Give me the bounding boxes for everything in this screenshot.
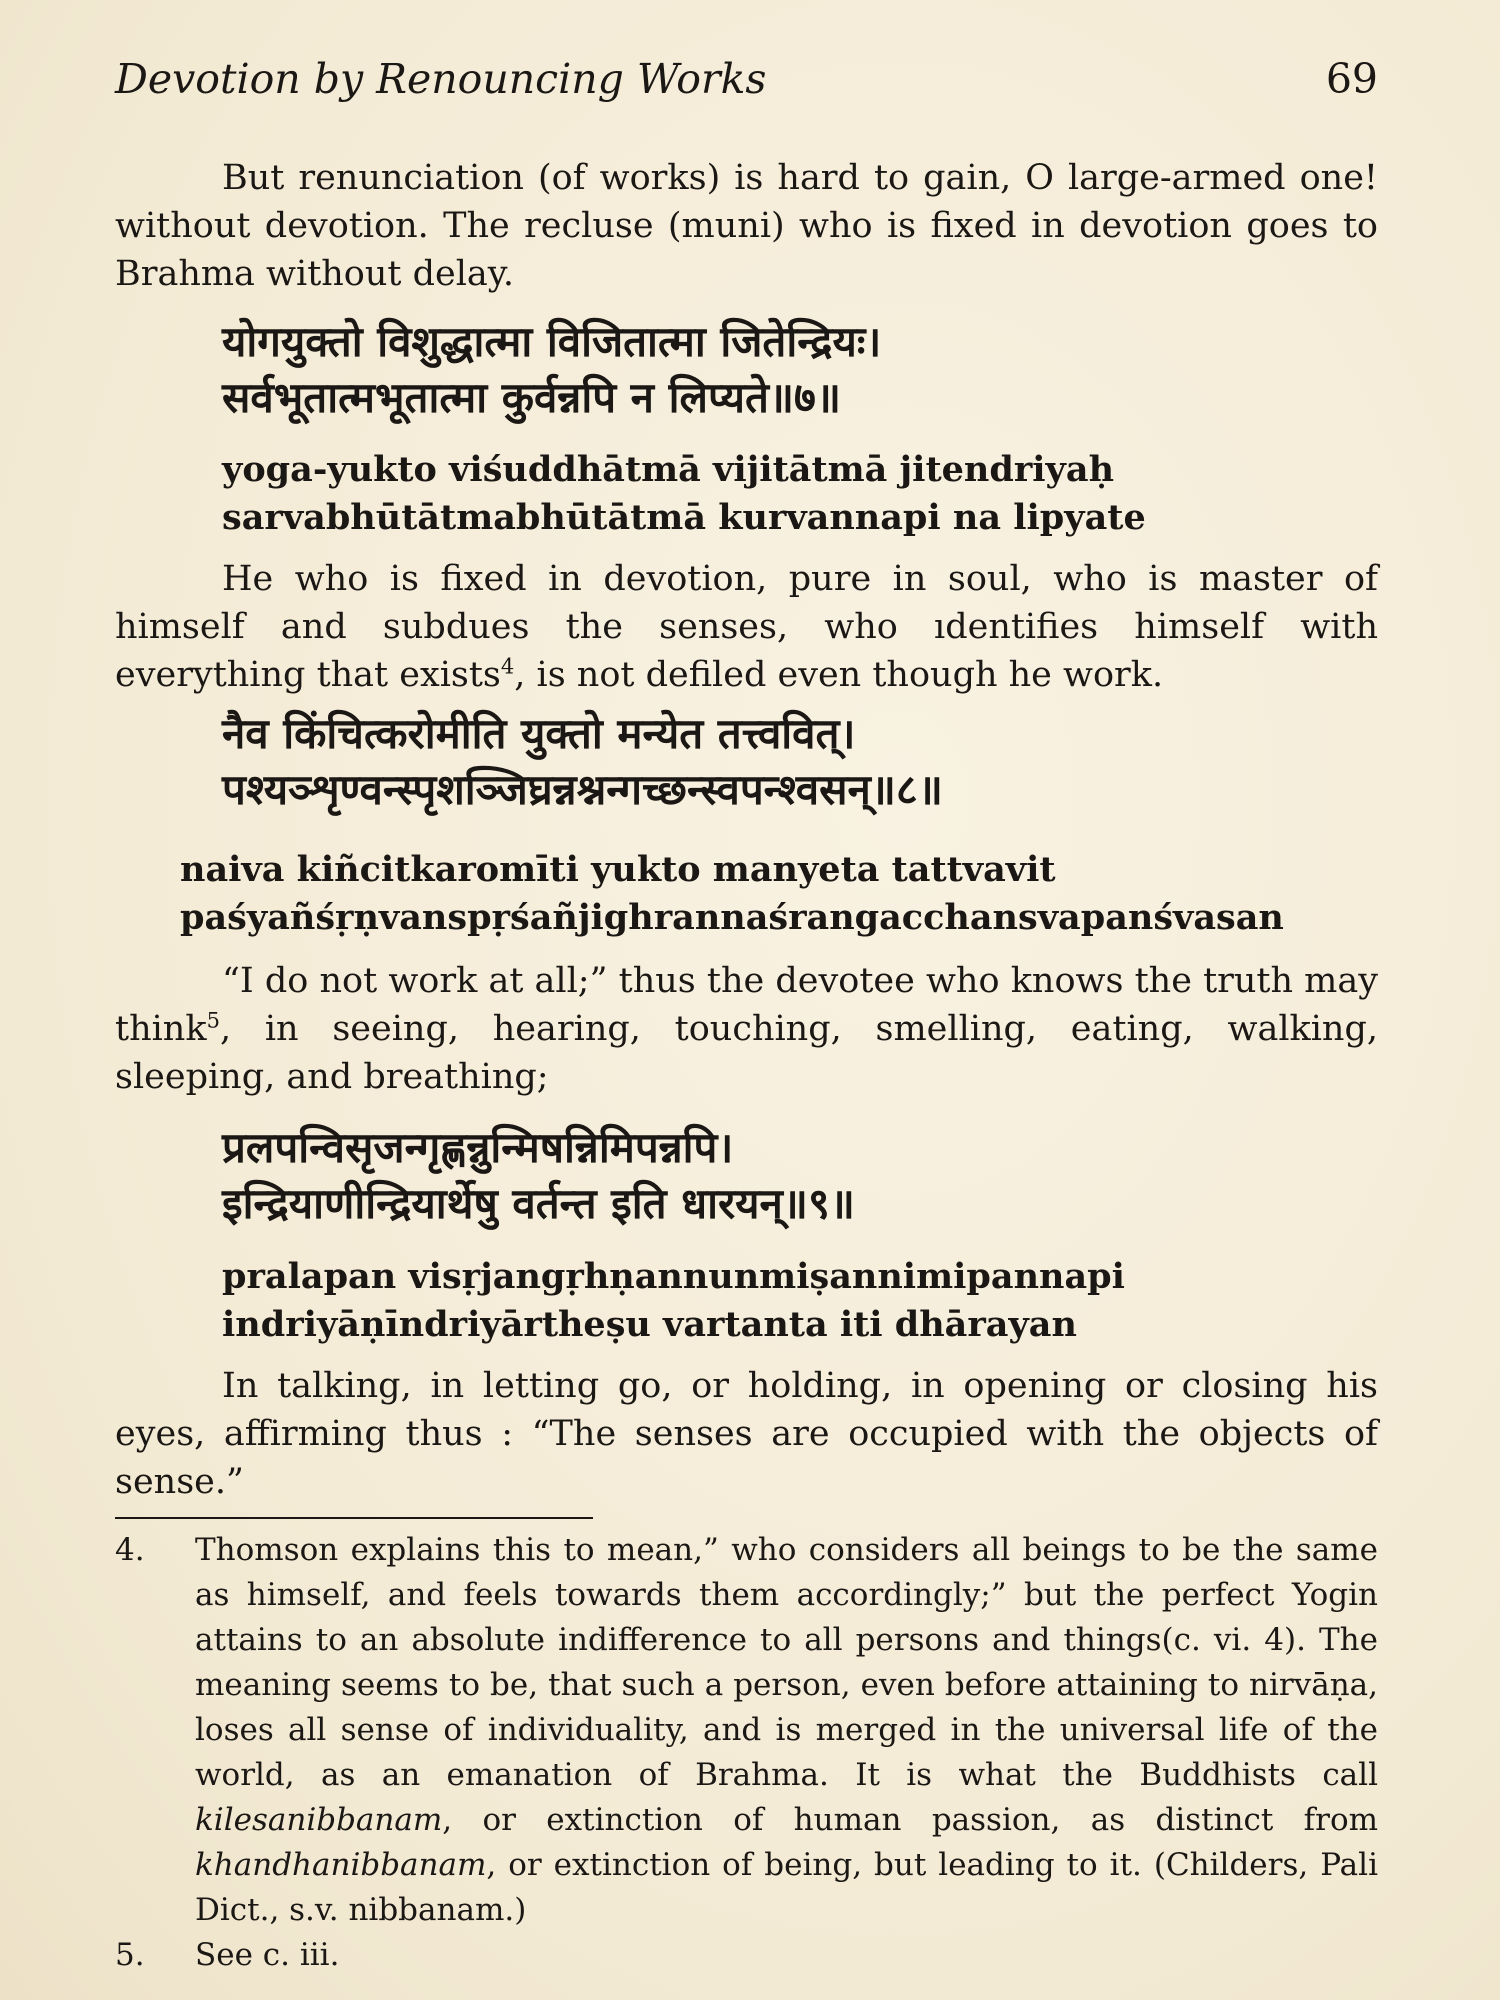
verse-9-devanagari-line-2: इन्द्रियाणीन्द्रियार्थेषु वर्तन्त इति धारयन्॥९॥ [222, 1179, 855, 1228]
paragraph-4 [115, 1362, 1378, 1506]
footnote-divider [115, 1517, 593, 1519]
verse-9-translit-line-2: indriyāṇīndriyārtheṣu vartanta iti dhārayan [222, 1304, 1077, 1345]
verse-7-transliteration [222, 446, 1485, 542]
footnote-4-text [195, 1528, 1378, 1933]
paragraph-3-text [115, 957, 1378, 1101]
verse-8-devanagari-line-1: नैव किंचित्करोमीति युक्तो मन्येत तत्त्ववित्। [222, 709, 856, 758]
paragraph-3-main: “I do not work at all;” thus the devotee who knows the truth may think [115, 961, 1378, 1049]
footnote-4-text-3: , or extinction of being, but leading to it. (Childers, Pali Dict., s.v. nibbanam.) [195, 1847, 1378, 1928]
footnote-4-term-1: kilesanibbanam [195, 1802, 443, 1838]
paragraph-3 [115, 957, 1378, 1101]
chapter-title: Devotion by Renouncing Works [115, 55, 767, 103]
verse-7-translit-line-1: yoga-yukto viśuddhātmā vijitātmā jitendriyaḥ [222, 449, 1115, 490]
verse-8-devanagari-line-2: पश्यञ्शृण्वन्स्पृशञ्जिघ्रन्नश्नन्गच्छन्स्वपन्श्वसन्॥८॥ [222, 765, 943, 814]
paragraph-1-text: But renunciation (of works) is hard to gain, O large-armed one! without devotion. The recluse (muni) who is fixed in devotion goes to Brahma without delay. [115, 158, 1378, 294]
verse-8-transliteration [180, 846, 1443, 942]
footnote-4-number: 4. [115, 1532, 145, 1568]
footnote-5-number: 5. [115, 1937, 145, 1973]
paragraph-1 [115, 154, 1378, 298]
verse-7-devanagari [222, 314, 1485, 426]
footnote-5 [115, 1933, 1378, 1978]
verse-8-translit-line-1: naiva kiñcitkaromīti yukto manyeta tattvavit [180, 849, 1056, 890]
paragraph-2 [115, 555, 1378, 699]
verse-8-translit-line-2: paśyañśṛṇvanspṛśañjighrannaśrangacchansvapanśvasan [180, 897, 1284, 938]
paragraph-2-end: , is not defiled even though he work. [514, 655, 1164, 695]
verse-7-translit-line-2: sarvabhūtātmabhūtātmā kurvannapi na lipyate [222, 497, 1146, 538]
verse-7-devanagari-line-1: योगयुक्तो विशुद्धात्मा विजितात्मा जितेन्द्रियः। [222, 317, 882, 366]
paragraph-3-end: , in seeing, hearing, touching, smelling, eating, walking, sleeping, and breathing; [115, 1009, 1378, 1097]
footnote-ref-5: 5 [206, 1008, 220, 1033]
running-header [115, 55, 1378, 105]
footnote-5-text: See c. iii. [195, 1937, 340, 1973]
footnote-ref-4: 4 [500, 654, 515, 679]
verse-9-transliteration [222, 1253, 1485, 1349]
footnote-4-text-2: , or extinction of human passion, as distinct from [442, 1802, 1378, 1838]
verse-7-devanagari-line-2: सर्वभूतात्मभूतात्मा कुर्वन्नपि न लिप्यते॥७॥ [222, 373, 842, 422]
page-number: 69 [1325, 55, 1378, 103]
verse-9-translit-line-1: pralapan visṛjangṛhṇannunmiṣannimipannapi [222, 1256, 1125, 1297]
verse-9-devanagari [222, 1120, 1485, 1232]
verse-8-devanagari [222, 706, 1485, 818]
verse-9-devanagari-line-1: प्रलपन्विसृजन्गृह्णन्नुन्मिषन्निमिपन्नपि। [222, 1123, 734, 1172]
footnote-4-term-2: khandhanibbanam [195, 1847, 487, 1883]
paragraph-2-main: He who is fixed in devotion, pure in soul, who is master of himself and subdues the senses, who ıdentifies himself with everything that exists [115, 559, 1378, 695]
paragraph-4-text: In talking, in letting go, or holding, in opening or closing his eyes, affirming thus : “The senses are occupied with the objects of sense.” [115, 1366, 1378, 1502]
footnote-4 [115, 1528, 1378, 1933]
footnote-4-text-1: Thomson explains this to mean,” who considers all beings to be the same as himself, and feels towards them accordingly;” but the perfect Yogin attains to an absolute indifference to all persons and things(c. vi. 4). The meaning seems to be, that such a person, even before attaining to nirvāṇa, loses all sense of individuality, and is merged in the universal life of the world, as an emanation of Brahma. It is what the Buddhists call [195, 1532, 1378, 1793]
paragraph-2-text [115, 555, 1378, 699]
